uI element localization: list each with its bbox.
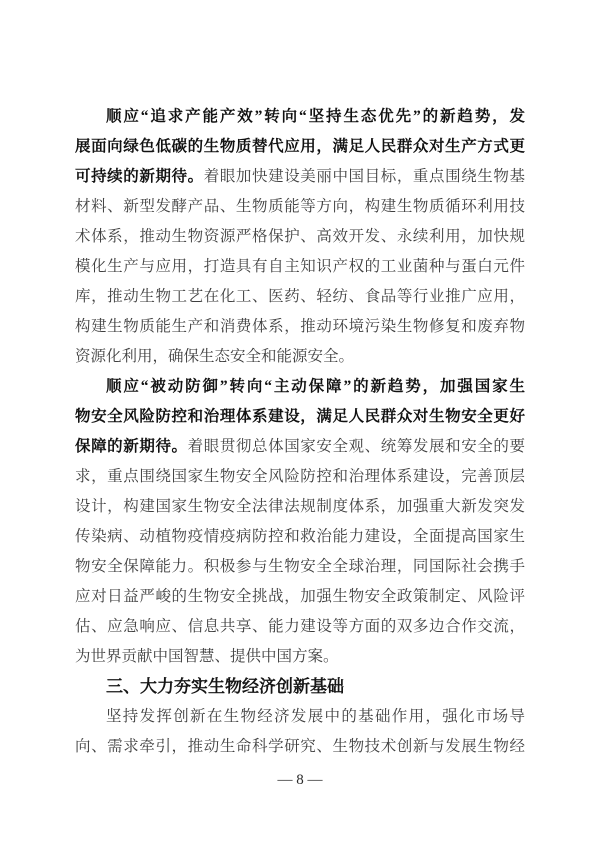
document-body [75,102,525,762]
text-line [75,312,525,342]
text-line [75,612,525,642]
body-text-segment: 资源化利用，确保生态安全和能源安全。 [75,348,355,365]
bold-text-segment: 可持续的新期待。 [75,168,204,185]
text-line [75,552,525,582]
body-text-segment: 构建生物质能生产和消费体系，推动环境污染生物修复和废弃物 [75,318,525,335]
body-text-segment: 为世界贡献中国智慧、提供中国方案。 [75,648,339,665]
page-number: — 8 — [277,772,323,788]
text-line [75,102,525,132]
body-text-segment: 应对日益严峻的生物安全挑战，加强生物安全政策制定、风险评 [75,588,525,605]
body-text-segment: 物安全保障能力。积极参与生物安全全球治理，同国际社会携手 [75,558,525,575]
text-line [75,192,525,222]
text-line [75,342,525,372]
body-text-segment: 估、应急响应、信息共享、能力建设等方面的双多边合作交流， [75,618,525,635]
body-text-segment: 着眼贯彻总体国家安全观、统筹发展和安全的要 [187,438,525,455]
body-text-segment: 向、需求牵引，推动生命科学研究、生物技术创新与发展生物经 [75,738,525,755]
text-line [75,162,525,192]
body-text-segment: 库，推动生物工艺在化工、医药、轻纺、食品等行业推广应用， [75,288,525,305]
body-text-segment: 材料、新型发酵产品、生物质能等方向，构建生物质循环利用技 [75,198,525,215]
text-line [75,432,525,462]
bold-text-segment: 保障的新期待。 [75,438,188,455]
bold-text-segment: 展面向绿色低碳的生物质替代应用，满足人民群众对生产方式更 [75,138,525,155]
body-text-segment: 模化生产与应用，打造具有自主知识产权的工业菌种与蛋白元件 [75,258,525,275]
text-line [75,462,525,492]
text-line [75,282,525,312]
body-text-segment: 求，重点围绕国家生物安全风险防控和治理体系建设，完善顶层 [75,468,525,485]
text-line [75,252,525,282]
body-text-segment: 着眼加快建设美丽中国目标，重点围绕生物基 [203,168,525,185]
text-line [75,732,525,762]
body-text-segment: 术体系，推动生物资源严格保护、高效开发、永续利用，加快规 [75,228,525,245]
text-line [75,642,525,672]
body-text-segment: 坚持发挥创新在生物经济发展中的基础作用，强化市场导 [106,708,525,725]
body-text-segment: 设计，构建国家生物安全法律法规制度体系，加强重大新发突发 [75,498,525,515]
text-line [75,492,525,522]
bold-text-segment: 顺应“被动防御”转向“主动保障”的新趋势，加强国家生 [106,378,525,395]
text-line [75,132,525,162]
bold-text-segment: 顺应“追求产能产效”转向“坚持生态优先”的新趋势，发 [106,108,525,125]
section-heading: 三、大力夯实生物经济创新基础 [106,677,344,696]
text-line [75,372,525,402]
text-line [75,582,525,612]
body-text-segment: 传染病、动植物疫情疫病防控和救治能力建设，全面提高国家生 [75,528,525,545]
text-line [75,522,525,552]
bold-text-segment: 物安全风险防控和治理体系建设，满足人民群众对生物安全更好 [75,408,525,425]
text-line [75,402,525,432]
text-line [75,702,525,732]
text-line [75,222,525,252]
